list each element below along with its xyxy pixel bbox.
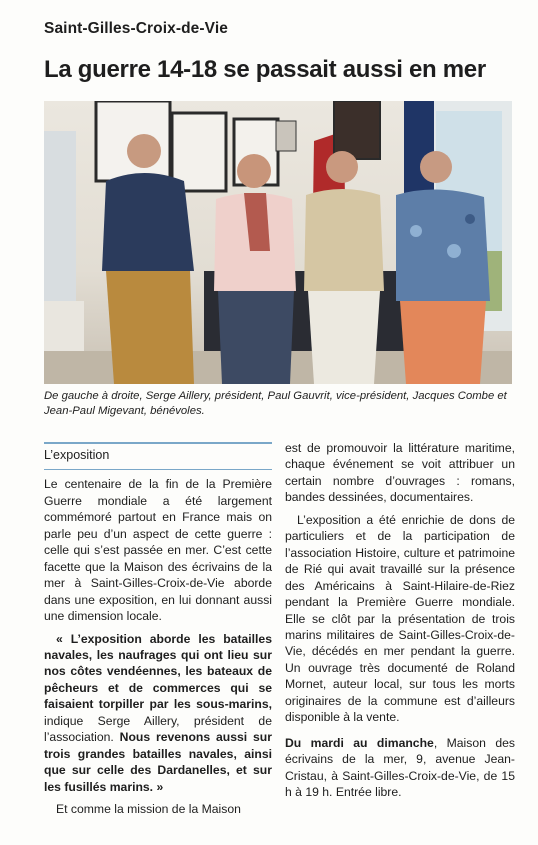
right-paragraph-2: L’exposition a été enrichie de dons de particuliers et de la participation de l’association Histoire, culture et patrimoine de Rié qui avait travaillé sur la présence des Américains à Saint-Hilaire-de-Riez pendant la Première Guerre mondiale. Elle se clôt par la présentation de trois marins militaires de Saint-Gilles-Croix-de-Vie, décédés en mer pendant la guerre. Un ouvrage très documenté de Roland Mornet, auteur local, sur tous les morts originaires de la commune est d’ailleurs disponible à la vente. [285,512,515,725]
article-photo [44,101,512,384]
schedule-details: , Maison des écrivains de la mer, 9, avenue Jean-Cristau, à Saint-Gilles-Croix-de-Vie, de 15 h à 19 h. Entrée libre. [285,735,515,800]
right-column [285,440,515,801]
schedule-days: Du mardi au dimanche [285,735,434,750]
left-column [44,442,272,818]
photo-caption: De gauche à droite, Serge Aillery, président, Paul Gauvrit, vice-président, Jacques Combe et Jean-Paul Migevant, bénévoles. [44,390,507,417]
right-paragraph-1: est de promouvoir la littérature maritime, chaque événement se voit attribuer un certain nombre d’ouvrages : romans, bandes dessinées, documentaires. [285,441,515,505]
article-kicker: Saint-Gilles-Croix-de-Vie [44,20,228,37]
paragraph-gap [285,726,515,735]
left-paragraph-1: Le centenaire de la fin de la Première Guerre mondiale a été largement commémoré partout en France mais on parle peu d’un aspect de cette guerre : celle qui s’est passée en mer. C’est cette facette que la Maison des écrivains de la mer à Saint-Gilles-Croix-de-Vie aborde dans une exposition, en lui donnant aussi une dimension locale. [44,477,272,624]
left-paragraph-3: Et comme la mission de la Maison [56,802,241,817]
quote-attribution: indique Serge Aillery, président de l’association. [44,713,272,745]
photo-illustration [44,101,512,384]
left-paragraph-2 [44,631,272,796]
right-paragraph-3 [285,735,515,801]
section-rule-top [44,442,272,444]
quote-part-a: « L’exposition aborde les batailles navales, les naufrages qui ont lieu sur nos côtes vendéennes, les bateaux de pêcheurs et de commerces qui se faisaient torpiller par les sous-marins, [44,631,272,712]
quote-part-b: Nous revenons aussi sur trois grandes batailles navales, ainsi que sur celle des Dardanelles, et sur les fusillés marins. » [44,730,272,794]
section-rule-bottom [44,469,272,470]
article-headline: La guerre 14-18 se passait aussi en mer [44,56,486,83]
section-title: L’exposition [44,448,110,462]
